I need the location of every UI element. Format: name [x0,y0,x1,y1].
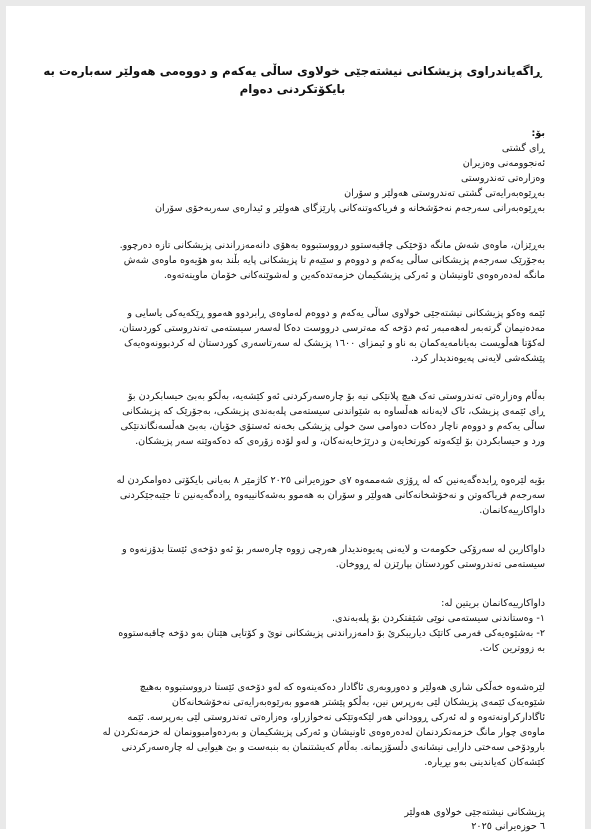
paragraph-line: پێشکەشی لایەنی پەیوەندیدار کرد. [410,353,545,364]
paragraph-line: سەرجەم فریاکەوتن و نەخۆشخانەکانی هەولێر و سۆران بە هەموو بەشەکانییەوە ڕادەگەیەنین تا جێبەجێکردنی [119,490,545,501]
paragraph-appeal [40,542,545,572]
paragraph-line: مانگە لەدەرەوەی ئاونیشان و ئەرکی پزیشکیمان خزمەتدەکەین و لەشوێنەکانی خۆمان ماوینەتەوە. [163,270,545,281]
paragraph-closing [40,680,545,770]
paragraph-line: بۆیە لێرەوە ڕایدەگەیەنین کە لە ڕۆژی شەممەوە ٧ی حوزەیرانی ٢٠٢٥ کاژمێر ٨ بەیانی بایکۆتی دەوامکردن لە [116,475,545,486]
paragraph-line: ئاگادارکراونەتەوە و لە ئەرکی ڕووداني هەر لێکەوتێکی نەخوازراو، وەزارەتی تەندروستی لێی بەرپرسە. ئێمە [127,712,545,723]
title-line-1: ڕاگەیاندراوی پزیشکانی نیشتەجێی خولاوی ساڵی یەکەم و دووەمی هەولێر سەبارەت بە [43,64,542,78]
demand-item: ٢- بەشێوەیەکی فەرمی کاتێک دیاریبکرێ بۆ دامەزراندنی پزیشکانی نوێ و کۆتایی هێنان بەو دۆخە چاقبەستووە [118,628,545,639]
paragraph-boycott-announcement [40,473,545,518]
document-body [40,62,545,834]
title-line-2: بایکۆتکردنی دەوام [239,82,346,96]
recipient-item: بەڕێوەبەرانی سەرجەم نەخۆشخانە و فریاکەوتنەکانی پارێزگای هەولێر و ئیدارەی سەربەخۆی سۆران [155,203,545,214]
signature-block [40,806,545,834]
paragraph-line: شێوەیەک ئێمەی پزیشکان لێی بەرپرس نین، بەڵکو پێشتر هەموو بەرێوەبەرایەتی نەخۆشخانەکان [171,697,545,708]
recipient-item: بەڕێوەبەرایەتی گشتی تەندروستی هەولێر و سۆران [344,188,545,199]
recipient-item: ئەنجوومەنی وەزیران [462,158,545,169]
recipient-item: وەزارەتی تەندروستی [460,173,545,184]
demand-item: ١- وەستاندنی سیستەمی نوێی شێفتکردن بۆ پلەبەندی. [331,613,545,624]
paragraph-line: بارودۆخی سەختی دارایی نیشانەی دڵسۆزیمانە. بەڵام کەیشتنمان بە بنبەست و بێ هیوایی لە چارەسەرکردنی [121,742,545,753]
paragraph-line: داواکارییەکانمان. [479,505,545,516]
recipients-label: بۆ: [531,128,545,139]
demands-label: داواکارییەکانمان بریتین لە: [441,598,545,609]
demands-block [40,596,545,656]
paragraph-line: داواکارین لە سەرۆکی حکومەت و لایەنی پەیوەندیدار هەرچی زووە چارەسەر بۆ ئەو دۆخەی ئێستا بدۆزنەوە و [121,544,545,555]
paragraph-line: ساڵی یەکەم و دووەم ناچار دەکات دەوامی سێ خولی پزیشکی بخەنە ئەستۆی خۆیان، بەبێ هەڵسەنگاندنێکی [120,421,545,432]
document-title [40,62,545,98]
paragraph-previous-actions [40,306,545,366]
paragraph-line: سیستەمی تەندروستی کوردستان بپارێزن لە ڕووخان. [335,559,545,570]
recipients-block [40,126,545,216]
paragraph-line: ئێمە وەکو پزیشکانی نیشتەجێی خولاوی ساڵی یەکەم و دووەم لەماوەی ڕابردوو هەموو ڕێکەیەکی یاسایی و [127,308,545,319]
paragraph-line: بەجۆرێک سەرجەم پزیشکانی ساڵی یەکەم و دووەم و سێیەم تا پزیشکانی پایە بڵند بەو هۆیەوە ماوەی شەش [123,255,545,266]
paragraph-line: ڕای ئێمەی پزیشک، ئاک لایەنانە هەڵساوە بە شێواندنی سیستەمی پلەبەندی پزیشکی، بەجۆرێک کە پزیشکانی [122,406,545,417]
signature-date: ٦ حوزەیرانی ٢٠٢٥ [471,821,545,832]
paragraph-line: بەڵام وەزارەتی تەندروستی تەک هیچ پلانێکی نیە بۆ چارەسەرکردنی ئەو کێشەیە، بەڵکو بەبێ حیسابکردن بۆ [127,391,545,402]
signature-name: پزیشکانی نیشتەجێی خولاوی هەولێر [404,807,545,818]
paragraph-ministry-response [40,389,545,449]
demand-item: بە زووترین کات. [479,643,545,654]
paragraph-line: ورد و حیسابکردن بۆ لێکەوتە کورتخایەن و درێژخایەنەکان، و لەو لۆدە زۆرەی کە دەکەوێتە سەر پزیشکان. [135,436,545,447]
paragraph-line: بەڕێزان، ماوەی شەش مانگە دۆخێکی چاقبەستوو درووستبووە بەهۆی دانەمەزراندنی پزیشکانی تازە دەرچوو. [119,240,545,251]
paragraph-line: لەکۆتا هەڵویست بەیانامەیەکمان بە ناو و ئیمزای ١٦٠٠ پزیشک لە سەرتاسەری کوردستان لە کردبوونەوەیەک [124,338,545,349]
paragraph-line: کێشەکان کەیاندینی بەو بڕیارە. [424,757,545,768]
paragraph-line: ماوەی چوار مانگ خزمەتکردنمان لەدەرەوەی ئاونیشان و ئەرکی پزیشکیمان و بەردەوامبوونمان لە خزمەتکردن لە [102,727,545,738]
paragraph-situation [40,238,545,283]
paragraph-line: مەدەنیمان گرتەبەر لەهەمبەر ئەم دۆخە کە مەترسی درووست دەکا لەسەر سیستەمی تەندروستی کوردستان، [118,323,545,334]
recipient-item: ڕای گشتی [501,143,545,154]
paragraph-line: لێرەشەوە خەڵکی شاری هەولێر و دەوروبەری ئاگادار دەکەینەوە کە لەو دۆخەی ئێستا درووستبووە بەهیچ [139,682,545,693]
